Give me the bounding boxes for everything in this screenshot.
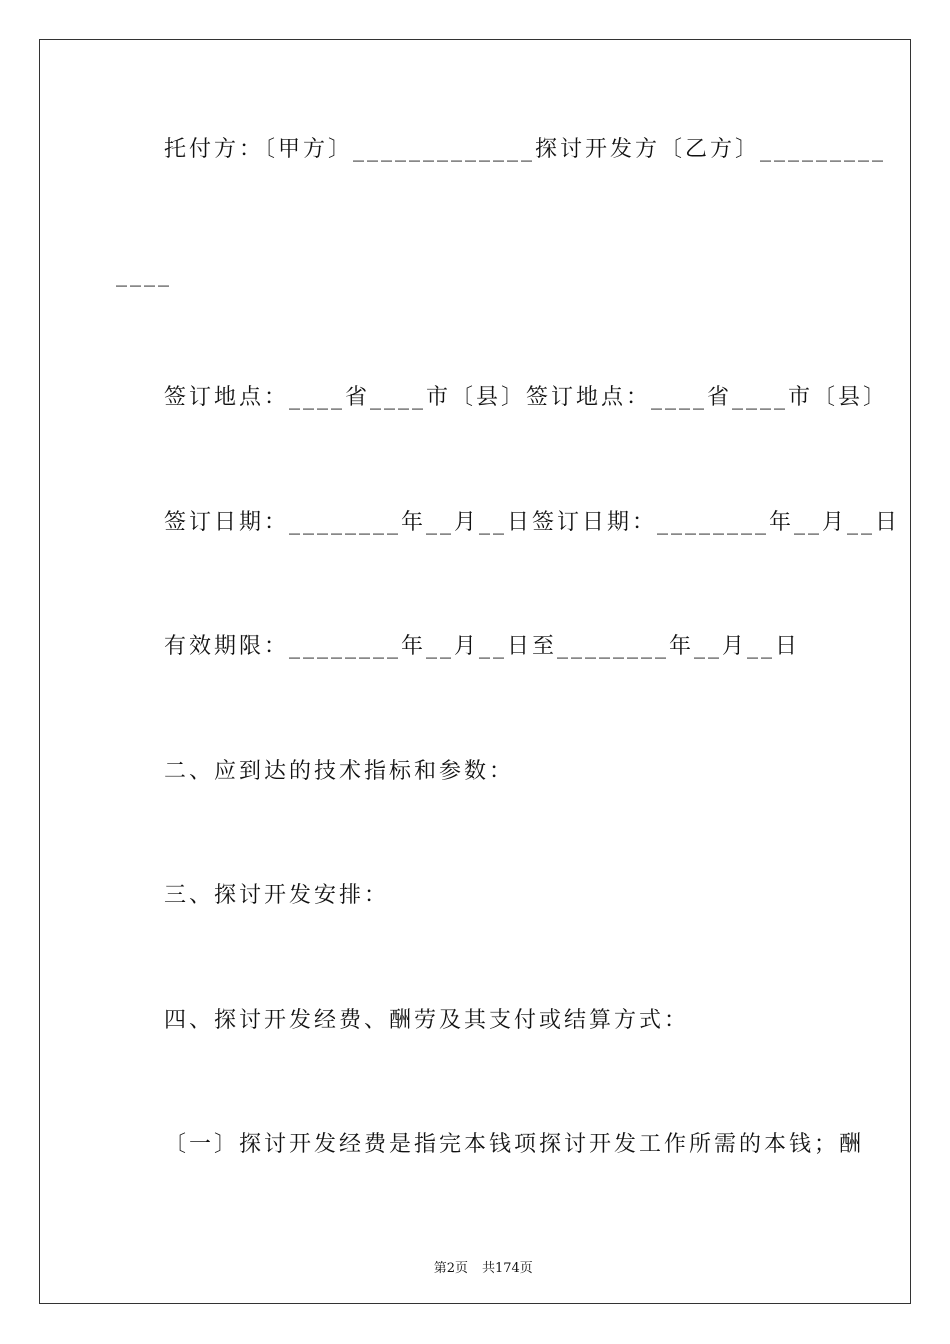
section-4-item-1: 〔一〕探讨开发经费是指完本钱项探讨开发工作所需的本钱；酬: [164, 1132, 865, 1157]
page-border: [39, 39, 911, 1304]
total-pages: 共174页: [481, 1261, 533, 1276]
validity-period-line: 有效期限：________年__月__日至________年__月__日: [164, 634, 801, 659]
signing-location-line: 签订地点：____省____市〔县〕签订地点：____省____市〔县〕: [164, 385, 889, 410]
section-3-heading: 三、探讨开发安排：: [164, 883, 390, 908]
section-4-heading: 四、探讨开发经费、酬劳及其支付或结算方式：: [164, 1008, 690, 1033]
contract-parties-line: 托付方：〔甲方〕_____________探讨开发方〔乙方〕_________: [164, 137, 887, 162]
page-footer: [0, 1249, 950, 1288]
contract-parties-continuation: ____: [116, 262, 172, 287]
signing-date-line: 签订日期：________年__月__日签订日期：________年__月__日: [164, 510, 901, 535]
page-number: 第2页: [433, 1261, 468, 1276]
section-2-heading: 二、应到达的技术指标和参数：: [164, 759, 515, 784]
